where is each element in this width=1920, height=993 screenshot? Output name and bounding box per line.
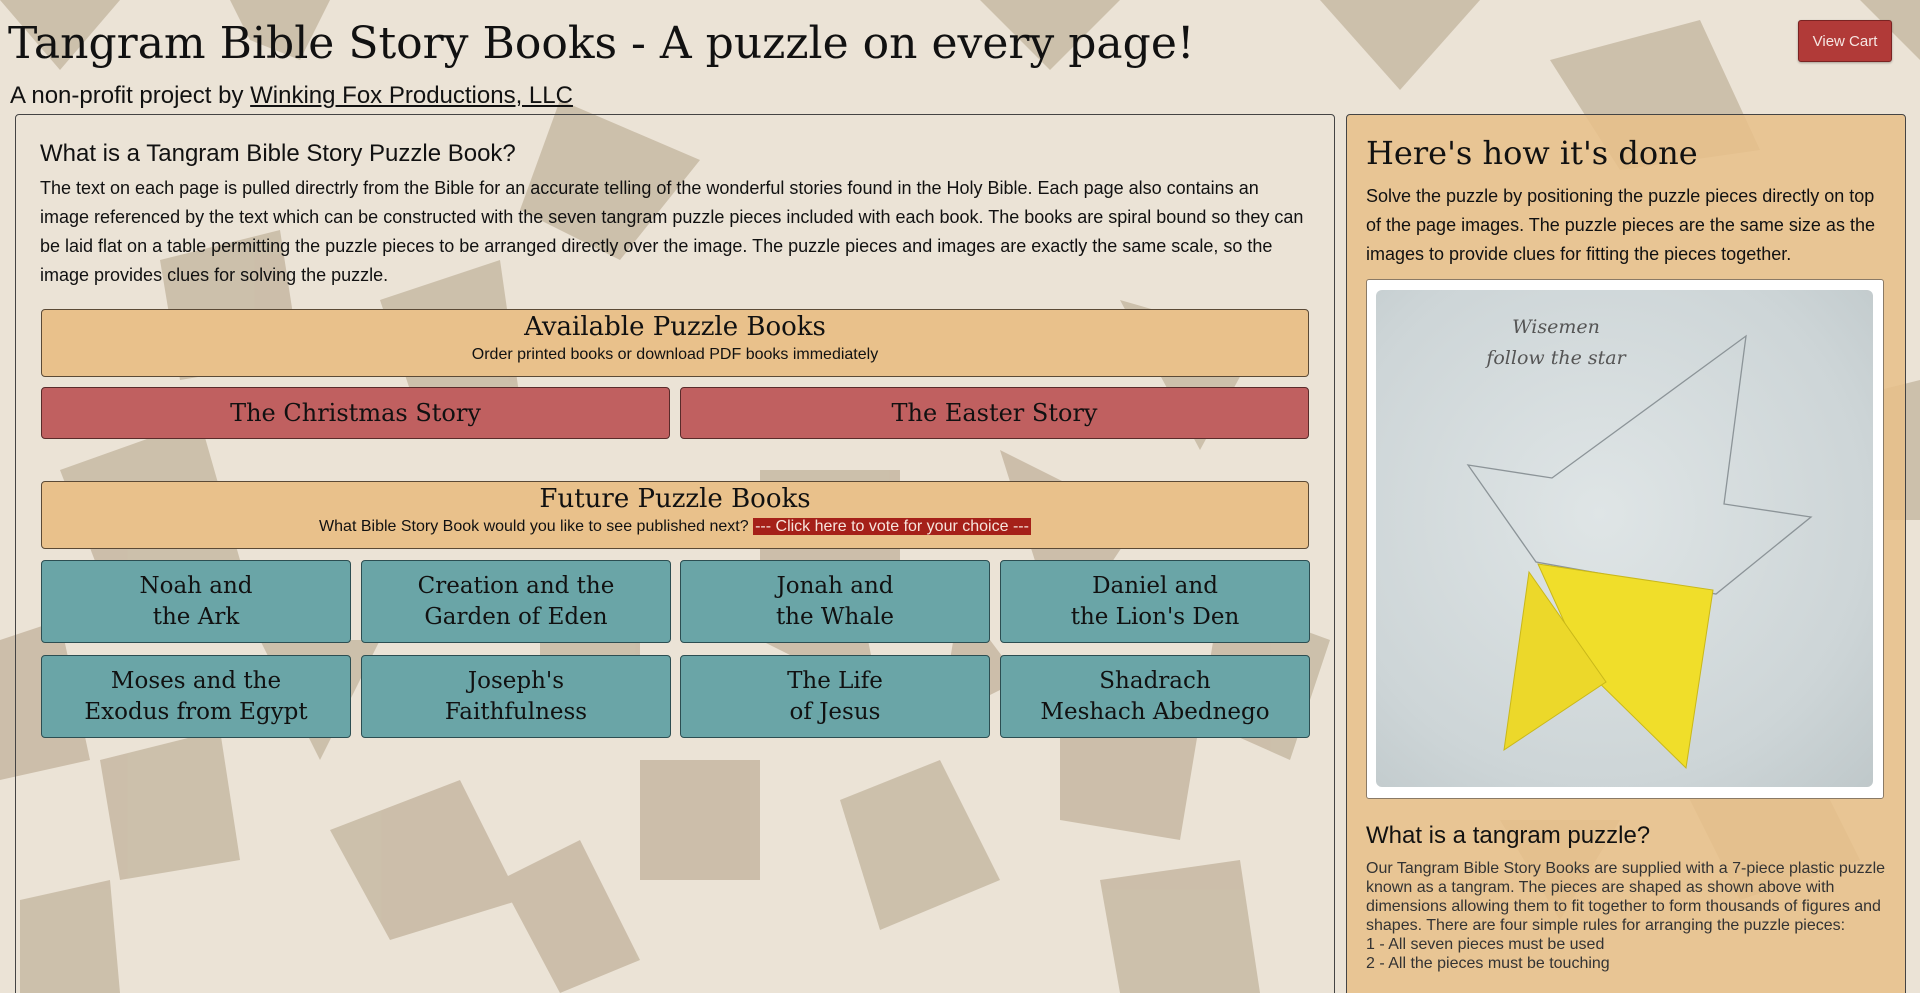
site-subtitle	[10, 82, 573, 110]
future-book-jesus[interactable]	[680, 655, 990, 738]
future-book-creation[interactable]	[361, 560, 671, 643]
future-book-daniel[interactable]	[1000, 560, 1310, 643]
future-book-line1: Daniel and	[1092, 572, 1218, 599]
future-book-line1: Joseph's	[467, 667, 565, 694]
star-outline-graphic	[1376, 290, 1873, 787]
future-book-line2: the Lion's Den	[1070, 603, 1240, 630]
available-books-title: Available Puzzle Books	[524, 312, 826, 342]
how-text: Solve the puzzle by positioning the puzzle pieces directly on top of the page images. The puzzle pieces are the same size as the images to provide clues for fitting the pieces together.	[1366, 186, 1875, 264]
photo-caption-line1: Wisemen	[1512, 316, 1600, 338]
book-button-christmas[interactable]: The Christmas Story	[41, 387, 670, 439]
view-cart-button[interactable]: View Cart	[1798, 20, 1892, 62]
future-book-line2: the Ark	[152, 603, 240, 630]
intro-heading: What is a Tangram Bible Story Puzzle Book?	[40, 140, 516, 167]
book-button-easter[interactable]: The Easter Story	[680, 387, 1309, 439]
company-link[interactable]: Winking Fox Productions, LLC	[250, 82, 573, 109]
future-books-title: Future Puzzle Books	[539, 484, 811, 514]
future-book-line2: Faithfulness	[444, 698, 588, 725]
tangram-description: Our Tangram Bible Story Books are supplied with a 7-piece plastic puzzle known as a tangram. The pieces are shaped as shown above with dimensions allowing them to fit together to form thousands of figures and shapes. There are four simple rules for arranging the puzzle pieces:	[1366, 860, 1886, 934]
future-prompt-text: What Bible Story Book would you like to see published next?	[319, 518, 754, 535]
future-book-line1: Moses and the	[110, 667, 282, 694]
available-books-header	[41, 309, 1309, 377]
future-book-line2: Garden of Eden	[424, 603, 608, 630]
future-books-header	[41, 481, 1309, 549]
future-book-line1: Shadrach	[1099, 667, 1211, 694]
photo-caption-line2: follow the star	[1486, 347, 1626, 369]
future-book-line1: Noah and	[139, 572, 253, 599]
future-book-line2: Exodus from Egypt	[84, 698, 308, 725]
future-book-line1: The Life	[787, 667, 883, 694]
tangram-text	[1366, 859, 1886, 973]
future-book-joseph[interactable]	[361, 655, 671, 738]
future-book-line2: Meshach Abednego	[1040, 698, 1270, 725]
available-books-subtitle: Order printed books or download PDF books immediately	[471, 346, 879, 363]
future-books-prompt	[42, 518, 1308, 536]
vote-link[interactable]: --- Click here to vote for your choice ---	[755, 518, 1029, 535]
example-photo-frame	[1366, 279, 1884, 799]
future-book-line2: of Jesus	[789, 698, 881, 725]
subtitle-prefix: A non-profit project by	[10, 82, 251, 109]
site-title: Tangram Bible Story Books - A puzzle on every page!	[8, 18, 1195, 69]
tangram-rule: 2 - All the pieces must be touching	[1366, 955, 1610, 972]
future-book-noah[interactable]	[41, 560, 351, 643]
future-book-line1: Jonah and	[776, 572, 894, 599]
future-book-jonah[interactable]	[680, 560, 990, 643]
tangram-heading: What is a tangram puzzle?	[1366, 822, 1651, 849]
future-book-shadrach[interactable]	[1000, 655, 1310, 738]
how-heading: Here's how it's done	[1366, 134, 1698, 172]
future-book-line1: Creation and the	[417, 572, 615, 599]
future-book-moses[interactable]	[41, 655, 351, 738]
tangram-rule: 1 - All seven pieces must be used	[1366, 936, 1605, 953]
future-book-line2: the Whale	[775, 603, 895, 630]
star-outline	[1468, 336, 1811, 594]
example-photo	[1376, 290, 1873, 787]
intro-text: The text on each page is pulled directrly from the Bible for an accurate telling of the wonderful stories found in the Holy Bible. Each page also contains an image referenced by the text which can be constructed with the seven tangram puzzle pieces included with each book. The books are spiral bound so they can be laid flat on a table permitting the puzzle pieces to be arranged directly over the image. The puzzle pieces and images are exactly the same scale, so the image provides clues for solving the puzzle.	[40, 178, 1304, 285]
